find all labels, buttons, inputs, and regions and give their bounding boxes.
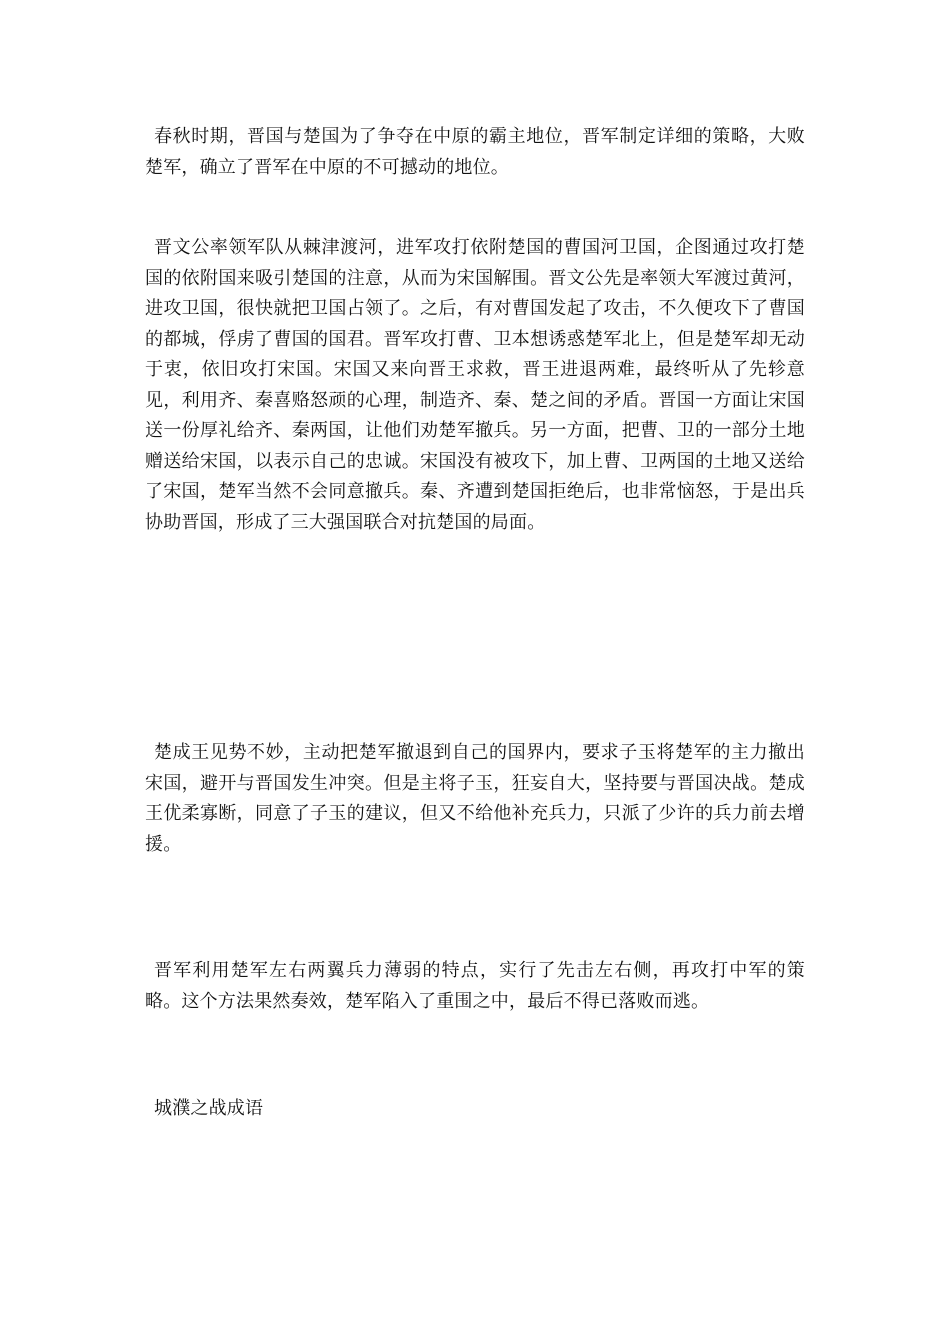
- paragraph-battle-outcome: 晋军利用楚军左右两翼兵力薄弱的特点，实行了先击左右侧，再攻打中军的策略。这个方法果然奏效，楚军陷入了重围之中，最后不得已落败而逃。: [145, 960, 805, 1012]
- section-heading-idioms: 城濮之战成语: [154, 1098, 264, 1119]
- paragraph-intro: 春秋时期，晋国与楚国为了争夺在中原的霸主地位，晋军制定详细的策略，大败楚军，确立了晋军在中原的不可撼动的地位。: [145, 126, 805, 178]
- paragraph-jin-campaign: 晋文公率领军队从棘津渡河，进军攻打依附楚国的曹国河卫国，企图通过攻打楚国的依附国来吸引楚国的注意，从而为宋国解围。晋文公先是率领大军渡过黄河，进攻卫国，很快就把卫国占领了。之后，有对曹国发起了攻击，不久便攻下了曹国的都城，俘虏了曹国的国君。晋军攻打曹、卫本想诱惑楚军北上，但是楚军却无动于衷，依旧攻打宋国。宋国又来向晋王求救，晋王进退两难，最终听从了先轸意见，利用齐、秦喜赂怒顽的心理，制造齐、秦、楚之间的矛盾。晋国一方面让宋国送一份厚礼给齐、秦两国，让他们劝楚军撤兵。另一方面，把曹、卫的一部分土地赠送给宋国，以表示自己的忠诚。宋国没有被攻下，加上曹、卫两国的土地又送给了宋国，楚军当然不会同意撤兵。秦、齐遭到楚国拒绝后，也非常恼怒，于是出兵协助晋国，形成了三大强国联合对抗楚国的局面。: [145, 237, 805, 533]
- paragraph-chu-response: 楚成王见势不妙，主动把楚军撤退到自己的国界内，要求子玉将楚军的主力撤出宋国，避开与晋国发生冲突。但是主将子玉，狂妄自大，坚持要与晋国决战。楚成王优柔寡断，同意了子玉的建议，但又不给他补充兵力，只派了少许的兵力前去增援。: [145, 742, 805, 855]
